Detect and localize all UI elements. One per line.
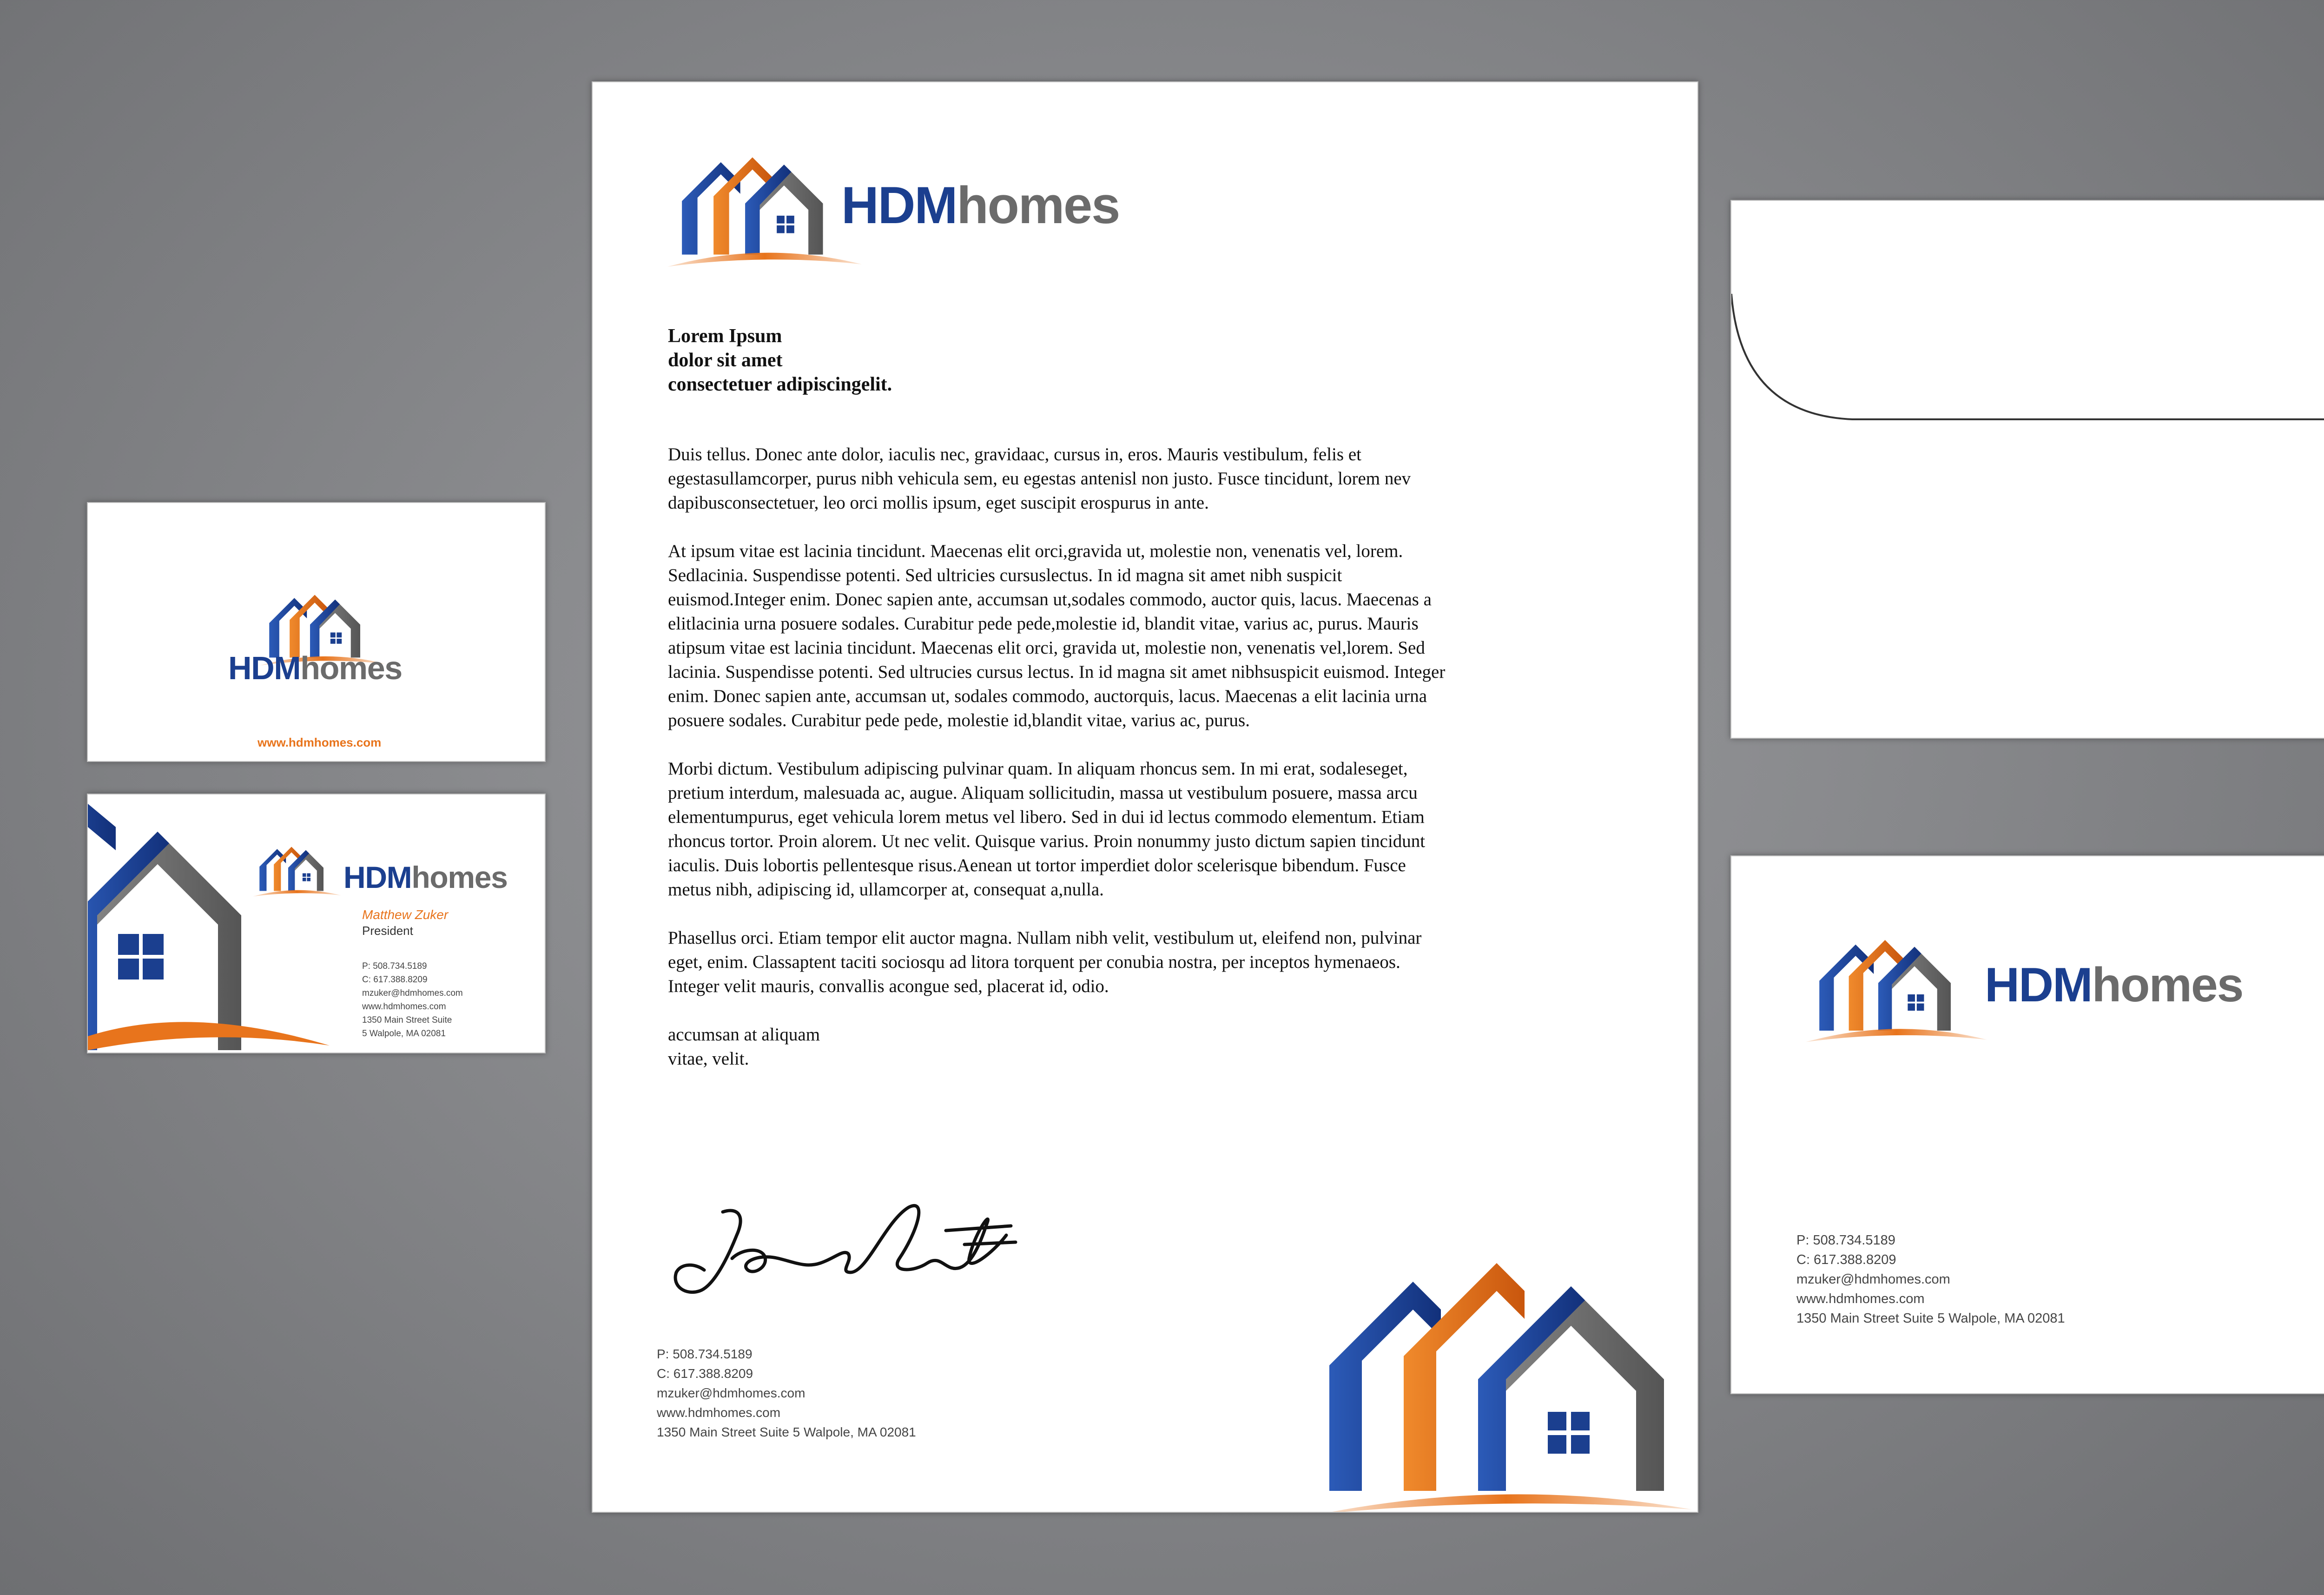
brand-wordmark: HDMhomes bbox=[343, 860, 508, 894]
letter-body bbox=[668, 443, 1449, 1071]
heading-line: consectetuer adipiscingelit. bbox=[668, 374, 892, 395]
paragraph: Phasellus orci. Etiam tempor elit auctor magna. Nullam nibh velit, vestibulum ut, eleifend non, pulvinar eget, enim. Classaptent taciti sociosqu ad litora torquent per conubia nostra, per inceptos hymenaeos. Integer velit mauris, convallis acongue sed, placerat id, odio. bbox=[668, 928, 1422, 996]
paragraph: Morbi dictum. Vestibulum adipiscing pulvinar quam. In aliquam rhoncus sem. In mi erat, sodaleseget, pretium interdum, malesuada ac, augue. Aliquam sollicitudin, massa ut vestibulum posuere, massa arcu elementumpurus, eget vehicula lorem metus vel libero. Sed in dui id lectus commodo elementum. Etiam rhoncus tortor. Proin alorem. Ut nec velit. Quisque varius. Proin nonummy justo dictum sapien tincidunt iaculis. Duis lobortis pellentesque risus.Aenean ut tortor imperdiet dolor scelerisque bibendum. Fusce metus nibh, adipiscing id, ullamcorper at, consequat a,nulla. bbox=[668, 759, 1426, 900]
business-card-front bbox=[87, 502, 546, 762]
house-logo-icon bbox=[667, 143, 862, 269]
paragraph: At ipsum vitae est lacinia tincidunt. Maecenas elit orci,gravida ut, molestie non, venenatis vel, lorem. Sedlacinia. Suspendisse potenti. Sed ultricies cursuslectus. In id magna sit amet nibh suspicit euismod.Integer enim. Donec sapien ante, accumsan ut,sodales commodo, auctor quis, lacus. Maecenas a elitlacinia urna posuere sodales. Curabitur pede pede,molestie id, blandit vitae, varius ac, purus. Mauris atipsum vitae est lacinia tincidunt. Maecenas elit orci, gravida ut, molestie non, venenatis vel,lorem. Sed lacinia. Suspendisse potenti. Sed ultrucies cursus lectus. In id magna sit amet nibhsuspicit euismod. Integer enim. Donec sapien ante, accumsan ut, sodales commodo, auctorquis, lacus. Maecenas a elit lacinia urna posuere sodales. Curabitur pede pede, molestie id,blandit vitae, varius ac, purus. bbox=[668, 541, 1446, 730]
person-title: President bbox=[362, 924, 413, 938]
brand-wordmark: HDMhomes bbox=[841, 176, 1120, 234]
signature-icon bbox=[667, 1193, 1020, 1300]
person-name: Matthew Zuker bbox=[362, 907, 449, 922]
card-address-line2: 5 Walpole, MA 02081 bbox=[362, 1029, 446, 1039]
card-cell: C: 617.388.8209 bbox=[362, 975, 428, 985]
card-contact-block bbox=[362, 960, 463, 1040]
brand-wordmark: HDMhomes bbox=[1985, 958, 2243, 1012]
email-text: mzuker@hdmhomes.com bbox=[1796, 1272, 1950, 1287]
cell-text: C: 617.388.8209 bbox=[1796, 1252, 1896, 1267]
address-text: 1350 Main Street Suite 5 Walpole, MA 02081 bbox=[1796, 1311, 2065, 1326]
card-website: www.hdmhomes.com bbox=[257, 735, 382, 749]
letter-contact-block bbox=[657, 1344, 916, 1442]
heading-line: Lorem Ipsum bbox=[668, 325, 782, 347]
house-logo-icon bbox=[253, 836, 341, 901]
letter-heading bbox=[668, 324, 892, 397]
large-house-graphic-icon bbox=[1315, 1258, 1697, 1513]
envelope-flap-icon bbox=[1731, 201, 2324, 424]
card-address-line1: 1350 Main Street Suite bbox=[362, 1015, 452, 1025]
envelope-back bbox=[1730, 200, 2324, 739]
email-text: mzuker@hdmhomes.com bbox=[657, 1386, 805, 1400]
business-card-back bbox=[87, 794, 546, 1053]
letterhead bbox=[592, 81, 1698, 1513]
cell-text: C: 617.388.8209 bbox=[657, 1366, 753, 1381]
card-phone: P: 508.734.5189 bbox=[362, 961, 427, 971]
website-text: www.hdmhomes.com bbox=[1796, 1291, 1925, 1306]
heading-line: dolor sit amet bbox=[668, 350, 783, 371]
envelope-front bbox=[1730, 855, 2324, 1394]
envelope-contact-block bbox=[1796, 1231, 2065, 1328]
orange-swoosh-icon bbox=[88, 999, 330, 1050]
card-website: www.hdmhomes.com bbox=[362, 1002, 446, 1012]
brand-wordmark: HDMhomes bbox=[228, 650, 402, 686]
card-email: mzuker@hdmhomes.com bbox=[362, 988, 463, 998]
closing-line: vitae, velit. bbox=[668, 1049, 749, 1069]
phone-text: P: 508.734.5189 bbox=[657, 1347, 753, 1361]
paragraph: Duis tellus. Donec ante dolor, iaculis nec, gravidaac, cursus in, eros. Mauris vestibulum, felis et egestasullamcorper, purus nibh vehicula sem, eu egestas antenisl non justo. Fusce tincidunt, lorem nev dapibusconsectetuer, leo orci mollis ipsum, eget suscipit erospurus in ante. bbox=[668, 444, 1411, 513]
phone-text: P: 508.734.5189 bbox=[1796, 1233, 1895, 1248]
address-text: 1350 Main Street Suite 5 Walpole, MA 02081 bbox=[657, 1425, 916, 1439]
house-logo-icon bbox=[1806, 926, 1987, 1045]
closing-line: accumsan at aliquam bbox=[668, 1025, 820, 1045]
website-text: www.hdmhomes.com bbox=[657, 1405, 781, 1420]
